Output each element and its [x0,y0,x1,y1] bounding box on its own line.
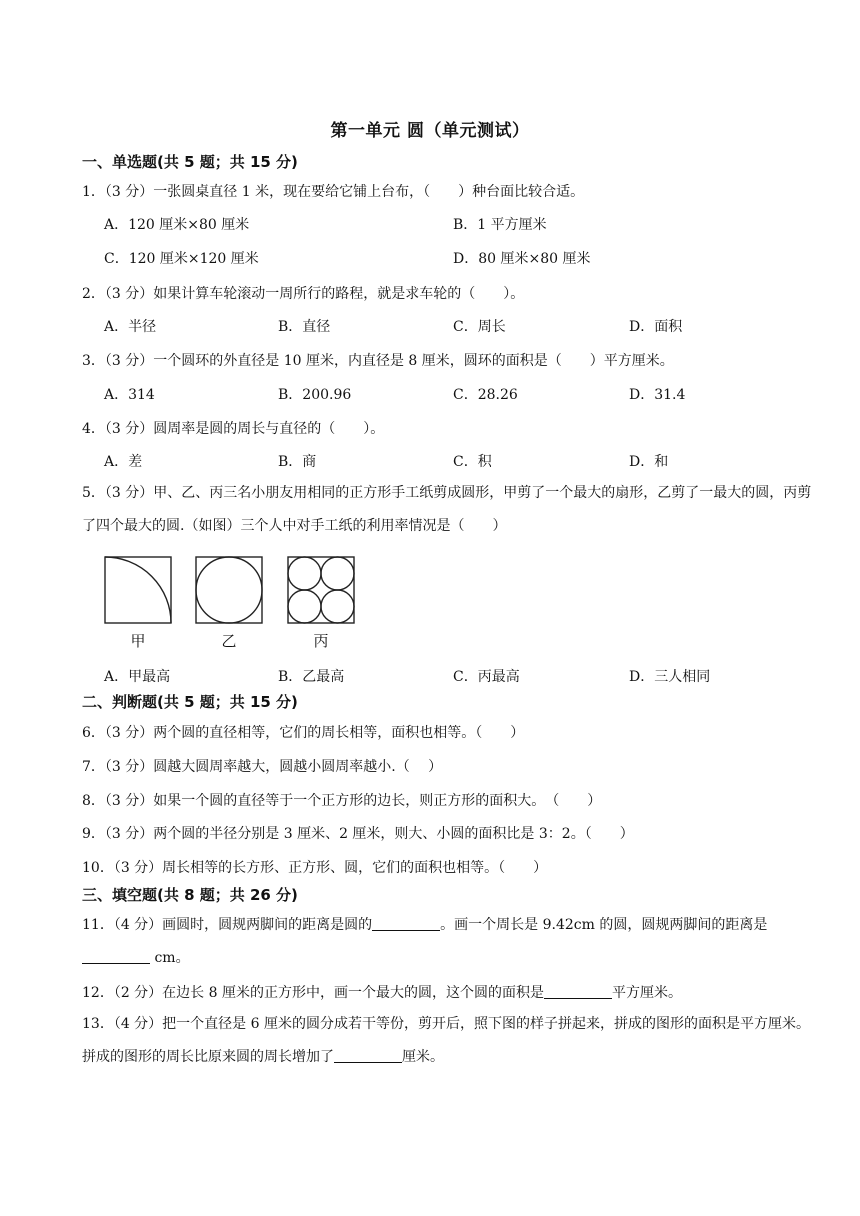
question-1: 1．（3 分）一张圆桌直径 1 米，现在要给它铺上台布，（ ）种台面比较合适。 [82,184,585,200]
figure-label-jia: 甲 [130,632,146,650]
q5-option-a: A．甲最高 [104,669,171,685]
q1-option-d: D．80 厘米×80 厘米 [453,251,591,267]
q11-text-part1: 11．（4 分）画圆时，圆规两脚间的距离是圆的 [82,917,373,933]
section-heading-fill-blank: 三、填空题(共 8 题；共 26 分) [82,886,298,904]
figure-label-yi: 乙 [221,632,237,650]
figure-label-bing: 丙 [313,632,329,650]
q11-answer-blank-1[interactable] [372,916,440,931]
question-2: 2．（3 分）如果计算车轮滚动一周所行的路程，就是求车轮的（ ）。 [82,286,525,302]
q12-answer-blank[interactable] [544,984,612,999]
q2-option-d: D．面积 [629,319,683,335]
q11-text-part3: cm。 [150,950,190,966]
page-title: 第一单元 圆（单元测试） [330,121,530,141]
q1-option-a: A．120 厘米×80 厘米 [104,217,250,233]
question-12 [82,982,682,1002]
figure-yi [196,557,262,623]
question-11 [82,909,812,975]
q5-option-b: B．乙最高 [278,669,345,685]
q3-option-a: A．314 [104,387,155,403]
q4-option-c: C．积 [453,454,492,470]
question-7: 7．（3 分）圆越大圆周率越大，圆越小圆周率越小.（ ） [82,759,443,775]
question-10: 10．（3 分）周长相等的长方形、正方形、圆，它们的面积也相等。（ ） [82,860,548,876]
question-13 [82,1008,812,1074]
q13-text-part2: 厘米。 [402,1049,444,1065]
q12-text-part2: 平方厘米。 [611,985,682,1001]
q2-option-c: C．周长 [453,319,506,335]
question-8: 8．（3 分）如果一个圆的直径等于一个正方形的边长，则正方形的面积大。 （ ） [82,793,602,809]
q11-text-part2: 。画一个周长是 9.42cm 的圆，圆规两脚间的距离是 [440,917,768,933]
question-3: 3．（3 分）一个圆环的外直径是 10 厘米，内直径是 8 厘米，圆环的面积是（ ）平方厘米。 [82,353,674,369]
section-heading-single-choice: 一、单选题(共 5 题；共 15 分) [82,153,298,171]
figure-bing [288,557,354,623]
figure-jia [105,557,171,623]
question-6: 6．（3 分）两个圆的直径相等，它们的周长相等，面积也相等。（ ） [82,725,525,741]
section-heading-true-false: 二、判断题(共 5 题；共 15 分) [82,693,298,711]
q3-option-c: C．28.26 [453,387,518,403]
q3-option-d: D．31.4 [629,387,686,403]
q2-option-a: A．半径 [104,319,157,335]
q13-text-part1: 13．（4 分）把一个直径是 6 厘米的圆分成若干等份，剪开后，照下图的样子拼起来，拼成的图形的面积是平方厘米。拼成的图形的周长比原来圆的周长增加了 [82,1016,810,1065]
q2-option-b: B．直径 [278,319,331,335]
q5-option-d: D．三人相同 [629,669,711,685]
question-5: 5．（3 分）甲、乙、丙三名小朋友用相同的正方形手工纸剪成圆形，甲剪了一个最大的扇形，乙剪了一最大的圆，丙剪了四个最大的圆.（如图）三个人中对手工纸的利用率情况是（ ） [82,485,812,534]
q1-option-b: B．1 平方厘米 [453,217,547,233]
q11-answer-blank-2[interactable] [82,949,150,964]
q3-option-b: B．200.96 [278,387,352,403]
q12-text-part1: 12．（2 分）在边长 8 厘米的正方形中，画一个最大的圆，这个圆的面积是 [82,985,544,1001]
question-4: 4．（3 分）圆周率是圆的周长与直径的（ ）。 [82,421,385,437]
q4-option-b: B．商 [278,454,317,470]
q1-option-c: C．120 厘米×120 厘米 [104,251,259,267]
q5-option-c: C．丙最高 [453,669,520,685]
question-9: 9．（3 分）两个圆的半径分别是 3 厘米、2 厘米，则大、小圆的面积比是 3：2。（ ） [82,826,634,842]
q4-option-d: D．和 [629,454,669,470]
q13-answer-blank[interactable] [334,1048,402,1063]
q4-option-a: A．差 [104,454,143,470]
